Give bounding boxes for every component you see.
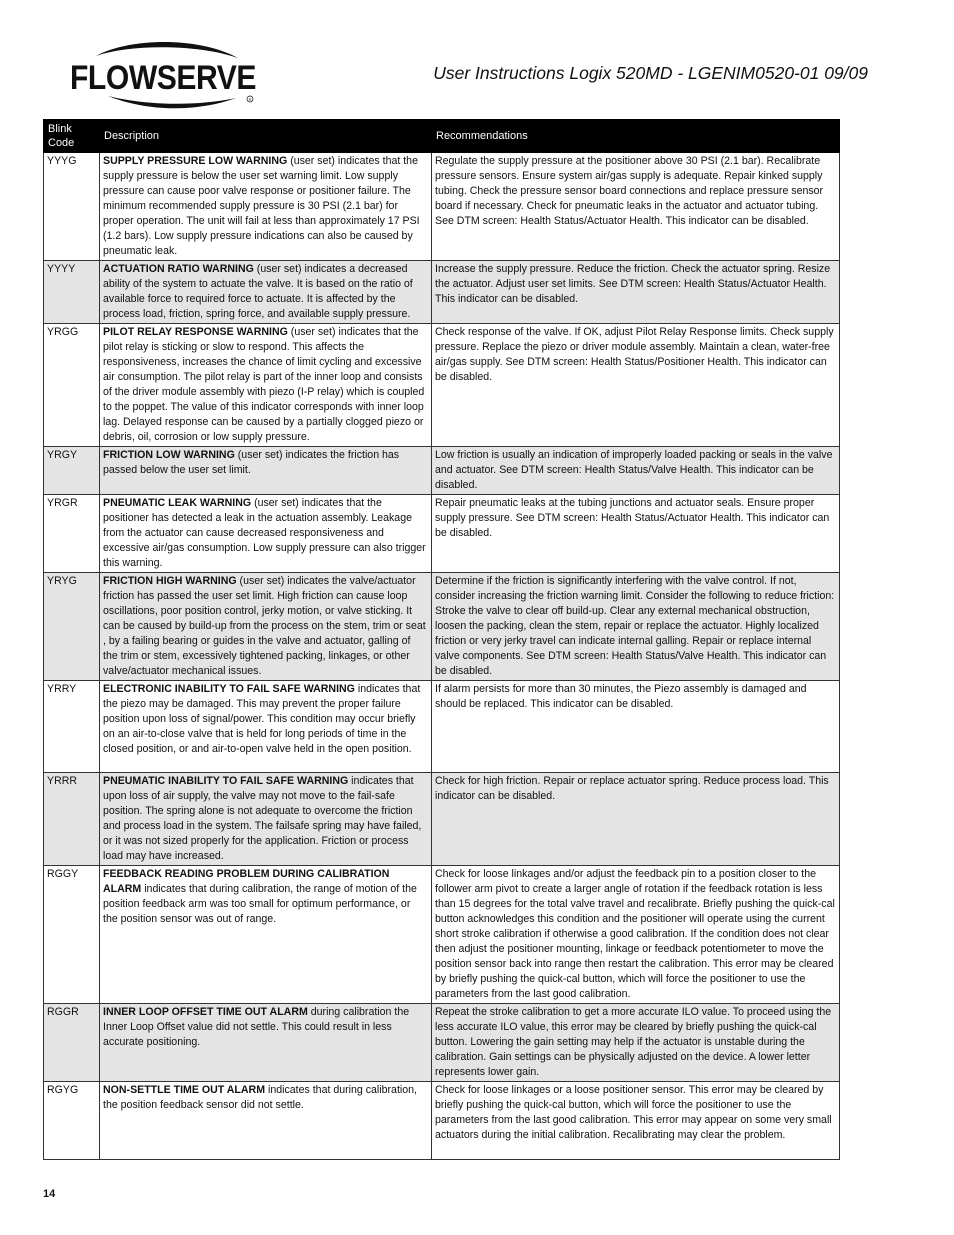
description-cell — [100, 153, 432, 261]
description-cell — [100, 495, 432, 573]
warning-description: (user set) indicates that the positioner has detected a leak in the actuation assembly. Leakage from the actuator can cause decreased responsiveness and excessive air/gas consumption. Low supply pressure can also trigger this warning. — [103, 497, 426, 569]
warning-description: (user set) indicates the valve/actuator friction has passed the user set limit. High friction can cause loop oscillations, poor position control, jerky motion, or valve sticking. It can be caused by build-up from the process on the stem, trim or seat , by a failing bearing or guides in the valve and actuator, galling of the trim or stem, excessively tightened packing, linkages, or other valve/actuator mechanical issues. — [103, 575, 426, 677]
blink-code-cell: YRGR — [44, 495, 100, 573]
description-cell — [100, 324, 432, 447]
blink-code-cell: YYYG — [44, 153, 100, 261]
table-header-row — [44, 120, 840, 153]
recommendation-cell: Check for high friction. Repair or replace actuator spring. Reduce process load. This indicator can be disabled. — [432, 773, 840, 866]
recommendation-cell: Repeat the stroke calibration to get a more accurate ILO value. To proceed using the less accurate ILO value, this error may be cleared by briefly pushing the quick-cal button. Lowering the gain setting may help if the actuator is unstable during the calibration. Gain settings can be physically adjusted on the device. A lower letter represents lower gain. — [432, 1004, 840, 1082]
column-header-blink-code: Blink Code — [44, 120, 100, 153]
warning-title: PNEUMATIC LEAK WARNING — [103, 497, 252, 509]
warning-description: indicates that upon loss of air supply, the valve may not move to the fail-safe position. The spring alone is not adequate to overcome the friction and process load in the system. The failsafe spring may have failed, or it was not sized properly for the application. Friction or process load may have increased. — [103, 775, 422, 862]
warning-description: during calibration the Inner Loop Offset value did not settle. This could result in less accurate positioning. — [103, 1006, 410, 1048]
blink-code-cell: YRRR — [44, 773, 100, 866]
recommendation-cell: If alarm persists for more than 30 minutes, the Piezo assembly is damaged and should be replaced. This indicator can be disabled. — [432, 681, 840, 773]
warning-title: PNEUMATIC INABILITY TO FAIL SAFE WARNING — [103, 775, 349, 787]
warning-description: indicates that the piezo may be damaged. This may prevent the proper failure position upon loss of signal/power. This condition may occur briefly on an air-to-close valve that is held for long periods of time in the closed position, or and air-to-open valve held in the open position. — [103, 683, 421, 755]
page-number: 14 — [43, 1188, 56, 1200]
recommendation-cell: Check response of the valve. If OK, adjust Pilot Relay Response limits. Check supply pressure. Replace the piezo or driver module assembly. Maintain a clean, water-free air/gas supply. See DTM screen: Health Status/Positioner Health. This indicator can be disabled. — [432, 324, 840, 447]
blink-code-table — [43, 119, 840, 1160]
warning-title: SUPPLY PRESSURE LOW WARNING — [103, 155, 288, 167]
blink-code-cell: RGGR — [44, 1004, 100, 1082]
description-cell — [100, 866, 432, 1004]
blink-code-cell: YRRY — [44, 681, 100, 773]
warning-description: (user set) indicates the friction has passed below the user set limit. — [103, 449, 400, 476]
svg-text:R: R — [248, 97, 252, 102]
warning-description: indicates that during calibration, the position feedback sensor did not settle. — [103, 1084, 417, 1111]
table-row — [44, 1082, 840, 1160]
table-row — [44, 1004, 840, 1082]
blink-code-cell: RGGY — [44, 866, 100, 1004]
table-row — [44, 447, 840, 495]
recommendation-cell: Repair pneumatic leaks at the tubing junctions and actuator seals. Ensure proper supply pressure. See DTM screen: Health Status/Actuator Health. This indicator can be disabled. — [432, 495, 840, 573]
warning-title: NON-SETTLE TIME OUT ALARM — [103, 1084, 266, 1096]
table-row — [44, 681, 840, 773]
warning-title: ELECTRONIC INABILITY TO FAIL SAFE WARNING — [103, 683, 355, 695]
recommendation-cell: Increase the supply pressure. Reduce the friction. Check the actuator spring. Resize the actuator. Adjust user set limits. See DTM screen: Health Status/Actuator Health. This indicator can be disabled. — [432, 261, 840, 324]
recommendation-cell: Check for loose linkages or a loose positioner sensor. This error may be cleared by briefly pushing the quick-cal button, which will force the positioner to use the parameters from the last good calibration. This error may appear on some very small actuators during the initial calibration. Recalibrating may clear the problem. — [432, 1082, 840, 1160]
warning-title: ACTUATION RATIO WARNING — [103, 263, 254, 275]
flowserve-logo — [68, 40, 263, 115]
table-row — [44, 773, 840, 866]
table-row — [44, 495, 840, 573]
warning-title: FRICTION LOW WARNING — [103, 449, 235, 461]
warning-description: indicates that during calibration, the range of motion of the position feedback arm was too small for optimum performance, or the position sensor was out of range. — [103, 883, 417, 925]
blink-code-cell: RGYG — [44, 1082, 100, 1160]
warning-title: FEEDBACK READING PROBLEM DURING CALIBRATION ALARM — [103, 868, 390, 895]
table-row — [44, 324, 840, 447]
recommendation-cell: Regulate the supply pressure at the positioner above 30 PSI (2.1 bar). Recalibrate pressure sensors. Ensure system air/gas supply is adequate. Repair kinked supply tubing. Check the pressure sensor board connections and replace pressure sensor board if necessary. Check for pneumatic leaks in the actuator and actuator tubing. See DTM screen: Health Status/Actuator Health. This indicator can be disabled. — [432, 153, 840, 261]
blink-code-cell: YYYY — [44, 261, 100, 324]
column-header-recommendations: Recommendations — [432, 120, 840, 153]
logo-wordmark: FLOWSERVE — [70, 59, 256, 97]
blink-code-cell: YRGG — [44, 324, 100, 447]
warning-description: (user set) indicates that the pilot relay is sticking or slow to respond. This affects the responsiveness, increases the chance of limit cycling and excessive air consumption. The pilot relay is part of the inner loop and consists of the driver module assembly with piezo (I-P relay) which is coupled to the poppet. The value of this indicator corresponds with inner loop lag. Delayed response can be caused by a partially clogged piezo or debris, oil, corrosion or low supply pressure. — [103, 326, 425, 443]
description-cell — [100, 1004, 432, 1082]
document-title: User Instructions Logix 520MD - LGENIM0520-01 09/09 — [433, 63, 868, 83]
table-row — [44, 573, 840, 681]
description-cell — [100, 261, 432, 324]
recommendation-cell: Check for loose linkages and/or adjust the feedback pin to a position closer to the follower arm pivot to create a larger angle of rotation if the feedback rotation is less than 15 degrees for the total valve travel and recalibrate. Briefly pushing the quick-cal button acknowledges this condition and the positioner will operate using the current short stroke calibration if otherwise a good calibration. If the condition does not clear then adjust the positioner mounting, linkage or feedback potentiometer to move the position sensor back into range then restart the calibration. This error may be cleared by briefly pushing the quick-cal button, which will force the positioner to use the parameters from the last good calibration. — [432, 866, 840, 1004]
table-row — [44, 153, 840, 261]
description-cell — [100, 573, 432, 681]
table-row — [44, 866, 840, 1004]
blink-code-cell: YRGY — [44, 447, 100, 495]
description-cell — [100, 773, 432, 866]
recommendation-cell: Low friction is usually an indication of improperly loaded packing or seals in the valve and actuator. See DTM screen: Health Status/Valve Health. This indicator can be disabled. — [432, 447, 840, 495]
warning-title: PILOT RELAY RESPONSE WARNING — [103, 326, 288, 338]
description-cell — [100, 681, 432, 773]
warning-description: (user set) indicates a decreased ability of the system to actuate the valve. It is based on the ratio of available force to required force to actuate. It is affected by the process load, friction, spring force, and available supply pressure. — [103, 263, 413, 320]
column-header-description: Description — [100, 120, 432, 153]
warning-description: (user set) indicates that the supply pressure is below the user set warning limit. Low supply pressure can cause poor valve response or positioner failure. The minimum recommended supply pressure is 30 PSI (2.1 bar) for proper operation. The unit will fail at less than approximately 17 PSI (1.2 bars). Low supply pressure indications can also be caused by pneumatic leak. — [103, 155, 420, 257]
warning-title: INNER LOOP OFFSET TIME OUT ALARM — [103, 1006, 308, 1018]
description-cell — [100, 1082, 432, 1160]
blink-code-cell: YRYG — [44, 573, 100, 681]
description-cell — [100, 447, 432, 495]
table-row — [44, 261, 840, 324]
warning-title: FRICTION HIGH WARNING — [103, 575, 237, 587]
recommendation-cell: Determine if the friction is significantly interfering with the valve control. If not, consider increasing the friction warning limit. Consider the following to reduce friction: Stroke the valve to clear off build-up. Clear any external mechanical obstruction, loosen the packing, clean the stem, repair or replace the actuator. Highly localized friction or very jerky travel can indicate internal galling. Repair or replace internal valve components. See DTM screen: Health Status/Valve Health. This indicator can be disabled. — [432, 573, 840, 681]
